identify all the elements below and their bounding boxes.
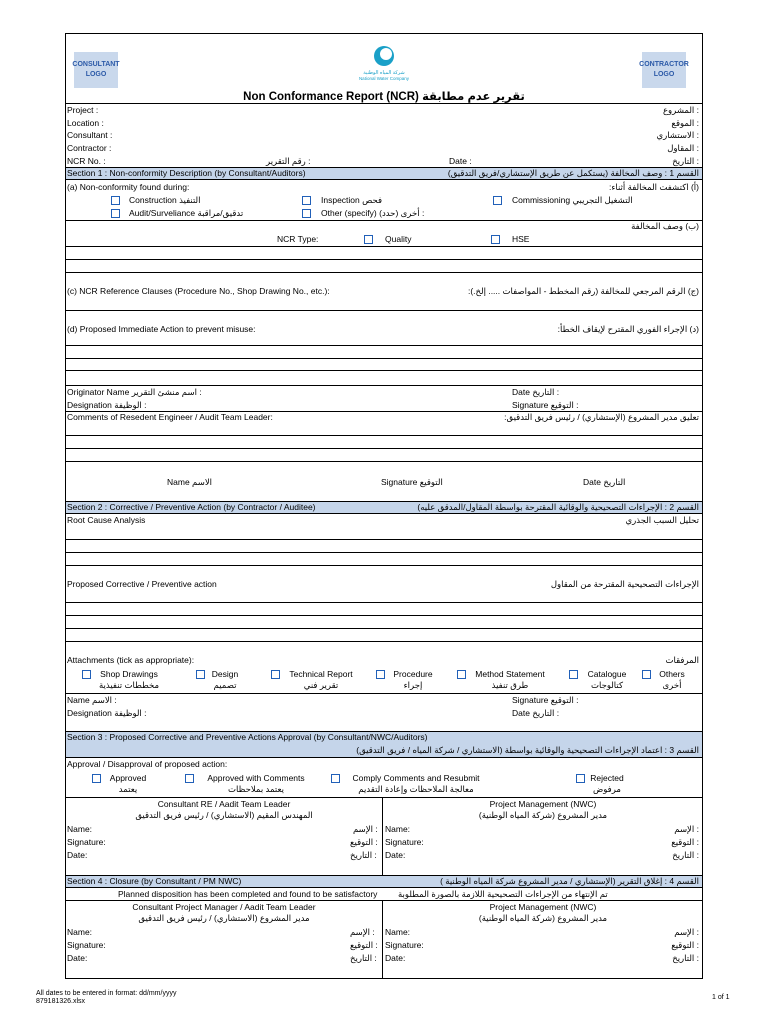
audit-checkbox[interactable] [111,209,120,218]
approved-with-comments-checkbox[interactable] [185,774,194,783]
section-4-header: Section 4 : Closure (by Consultant / PM NWC) القسم 4 : إغلاق التقرير (الإستشاري / مدير المشروع شركة المياه الوطنية ) [66,875,702,888]
footer-note: All dates to be entered in format: dd/mm/yyyy 879181326.xlsx [36,990,177,1005]
comments-line[interactable] [66,461,702,462]
comply-resubmit-checkbox[interactable] [331,774,340,783]
action-line[interactable] [66,345,702,346]
quality-checkbox[interactable] [364,235,373,244]
section-1-header: Section 1 : Non-conformity Description (by Consultant/Auditors) القسم 1 : وصف المخالفة (يستكمل عن طريق الإستشاري/فريق التدقيق) [66,167,702,180]
other-checkbox[interactable] [302,209,311,218]
technical-report-checkbox[interactable] [271,670,280,679]
page-title: Non Conformance Report (NCR) تقرير عدم مطابقة [243,91,525,103]
nonconformity-description-row: (ب) وصف المخالفة [631,221,699,231]
inspection-checkbox[interactable] [302,196,311,205]
rejected-checkbox[interactable] [576,774,585,783]
project-row[interactable]: Project : : المشروع [67,105,699,115]
comments-row: Comments of Resedent Engineer / Audit Team Leader: تعليق مدير المشروع (الإستشاري) / رئيس فريق التدقيق: [67,412,699,422]
consultant-row[interactable]: Consultant : : الاستشاري [67,130,699,140]
proposed-line[interactable] [66,628,702,629]
section4-date-row[interactable]: Date: : التاريخ Date: : التاريخ [67,953,699,963]
proposed-line[interactable] [66,602,702,603]
designation-row[interactable]: Designation الوظيفة : Signature التوقيع : [67,400,579,410]
contractor-name-row[interactable]: Name الاسم : Signature التوقيع : [67,695,579,705]
description-line[interactable] [66,259,702,260]
action-line[interactable] [66,370,702,371]
shop-drawings-checkbox[interactable] [82,670,91,679]
section-3-header: Section 3 : Proposed Corrective and Preventive Actions Approval (by Consultant/NWC/Auditors) القسم 3 : اعتماد الإجراءات التصحيحية والوقائية بواسطة (الاستشاري / شركة المياه / فريق التدقيق) [66,731,702,758]
procedure-checkbox[interactable] [376,670,385,679]
section3-name-row[interactable]: Name: : الإسم Name: : الإسم [67,824,699,834]
construction-checkbox[interactable] [111,196,120,205]
section3-signature-row[interactable]: Signature: : التوقيع Signature: : التوقيع [67,837,699,847]
consultant-logo: CONSULTANT LOGO [74,52,118,88]
immediate-action-row: (d) Proposed Immediate Action to prevent misuse: (د) الإجراء الفوري المقترح لإيقاف الخطأ: [67,324,699,334]
design-checkbox[interactable] [196,670,205,679]
section3-date-row[interactable]: Date: : التاريخ Date: : التاريخ [67,850,699,860]
section4-signature-row[interactable]: Signature: : التوقيع Signature: : التوقيع [67,940,699,950]
reference-clauses-row: (c) NCR Reference Clauses (Procedure No., Shop Drawing No., etc.): (ج) الرقم المرجعي للمخالفة (رقم المخطط - المواصفات ..... إلخ.): [67,286,699,296]
contractor-logo: CONTRACTOR LOGO [642,52,686,88]
others-checkbox[interactable] [642,670,651,679]
proposed-line[interactable] [66,641,702,642]
disposition-row: Planned disposition has been completed and found to be satisfactory تم الإنتهاء من الإجراءات التصحيحية اللازمة بالصورة المطلوبة [118,889,608,899]
description-line[interactable] [66,272,702,273]
contractor-designation-row[interactable]: Designation الوظيفة : Date التاريخ : [67,708,560,718]
proposed-line[interactable] [66,615,702,616]
hse-checkbox[interactable] [491,235,500,244]
comments-line[interactable] [66,435,702,436]
proposed-action-row: Proposed Corrective / Preventive action الإجراءات التصحيحية المقترحة من المقاول [67,579,699,589]
found-during-row: (a) Non-conformity found during: (أ) اكتشفت المخالفة أثناء: [67,182,699,192]
root-cause-line[interactable] [66,565,702,566]
section-2-header: Section 2 : Corrective / Preventive Action (by Contractor / Auditee) القسم 2 : الإجراءات التصحيحية والوقائية المقترحة بواسطة المقاول/المدقق عليه) [66,501,702,514]
approval-label-row: Approval / Disapproval of proposed action: [67,759,228,769]
ncr-number-row[interactable]: NCR No. : : رقم التقرير Date : : التاريخ [67,156,699,166]
clauses-line[interactable] [66,310,702,311]
section4-name-row[interactable]: Name: : الإسم Name: : الإسم [67,927,699,937]
contractor-row[interactable]: Contractor : : المقاول [67,143,699,153]
company-logo: شركة المياه الوطنية National Water Company [354,44,414,81]
method-statement-checkbox[interactable] [457,670,466,679]
originator-row[interactable]: Originator Name اسم منشئ التقرير : Date التاريخ : [67,387,560,397]
approved-checkbox[interactable] [92,774,101,783]
page-number: 1 of 1 [712,994,730,1001]
commissioning-checkbox[interactable] [493,196,502,205]
root-cause-line[interactable] [66,552,702,553]
root-cause-row: Root Cause Analysis تحليل السبب الجذري [67,515,699,525]
ncr-form: CONSULTANT LOGO CONTRACTOR LOGO شركة المياه الوطنية National Water Company Non Conformance Report (NCR) تقرير عدم مطابقة Project : : المشروع Location : : الموقع Consultant : : الاستشاري Contractor : : المقاول NCR No. : : رقم التقرير Date : : التاريخ Section 1 : Non-conformity Description (by Consultant/Auditors) القسم 1 : وصف المخالفة (يستكمل عن طريق الإستشاري/فريق التدقيق) (a) Non-conformity found during: (أ) اكتشفت المخالفة أثناء: Construction التنفيذ Inspection فحص Commissioning التشغيل التجريبي Audit/Surveliance تدقيق/مراقبة Other (specify) أخرى (حدد) : (ب) وصف المخالفة NCR Type: Quality HSE (c) NCR Reference Clauses (Procedure No., Shop Drawing No., etc.): (ج) الرقم المرجعي للمخالفة (رقم المخطط - المواصفات ..... إلخ.): (d) Proposed Immediate Action to prevent misuse: (د) الإجراء الفوري المقترح لإيقاف الخطأ: Originator Name اسم منشئ التقرير : Date التاريخ : Designation الوظيفة : Signature التوقيع : Comments of Resedent Engineer / Audit Team Leader: تعليق مدير المشروع (الإستشاري) / رئيس فريق التدقيق: Name الاسم Signature التوقيع Date التاريخ Section 2 : Corrective / Preventive Action (by Contractor / Auditee) القسم 2 : الإجراءات التصحيحية والوقائية المقترحة بواسطة المقاول/المدقق عليه) Root Cause Analysis تحليل السبب الجذري Proposed Corrective / Preventive action الإجراءات التصحيحية المقترحة من المقاول Attachments (tick as appropriate): المرفقات Shop Drawings مخططات تنفيذية Design تصميم Technical Report تقرير فني Procedure إجراء Method Statement طرق تنفيذ Catalogue كتالوجات Others أخرى Name الاسم : Signature التوقيع : Designation الوظيفة : Date التاريخ : Section 3 : Proposed Corrective and Preventive Actions Approval (by Consultant/NWC/Auditors) القسم 3 : اعتماد الإجراءات التصحيحية والوقائية بواسطة (الاستشاري / شركة المياه / فريق التدقيق) Approval / Disapproval of proposed action: Approved يعتمد Approved with Comments يعتمد بملاحظات Comply Comments and Resubmit معالجة الملاحظات وإعادة التقديم Rejected مرفوض Consultant RE / Aadit Team Leader المهندس المقيم (الاستشاري) / رئيس فريق التدقيق Project Management (NWC) مدير المشروع (شركة المياه الوطنية) Name: : الإسم Name: : الإسم Signature: : التوقيع Signature: : التوقيع Date: : التاريخ Date: : التاريخ Section 4 : Closure (by Consultant / PM NWC) القسم 4 : إغلاق التقرير (الإستشاري / مدير المشروع شركة المياه الوطنية ) Planned disposition has been completed and found to be satisfactory تم الإنتهاء من الإجراءات التصحيحية اللازمة بالصورة المطلوبة Consultant Project Manager / Aadit Team Leader مدير المشروع (الاستشاري) / رئيس فريق التدقيق Project Management (NWC) مدير المشروع (شركة المياه الوطنية) Name: : الإسم Name: : الإسم Signature: : التوقيع Signature: : التوقيع Date: : التاريخ Date: : التاريخ [65,33,703,979]
location-row[interactable]: Location : : الموقع [67,118,699,128]
attachments-row: Attachments (tick as appropriate): المرفقات [67,655,699,665]
action-line[interactable] [66,358,702,359]
catalogue-checkbox[interactable] [569,670,578,679]
comments-line[interactable] [66,448,702,449]
water-drop-logo-icon [372,44,396,68]
root-cause-line[interactable] [66,539,702,540]
